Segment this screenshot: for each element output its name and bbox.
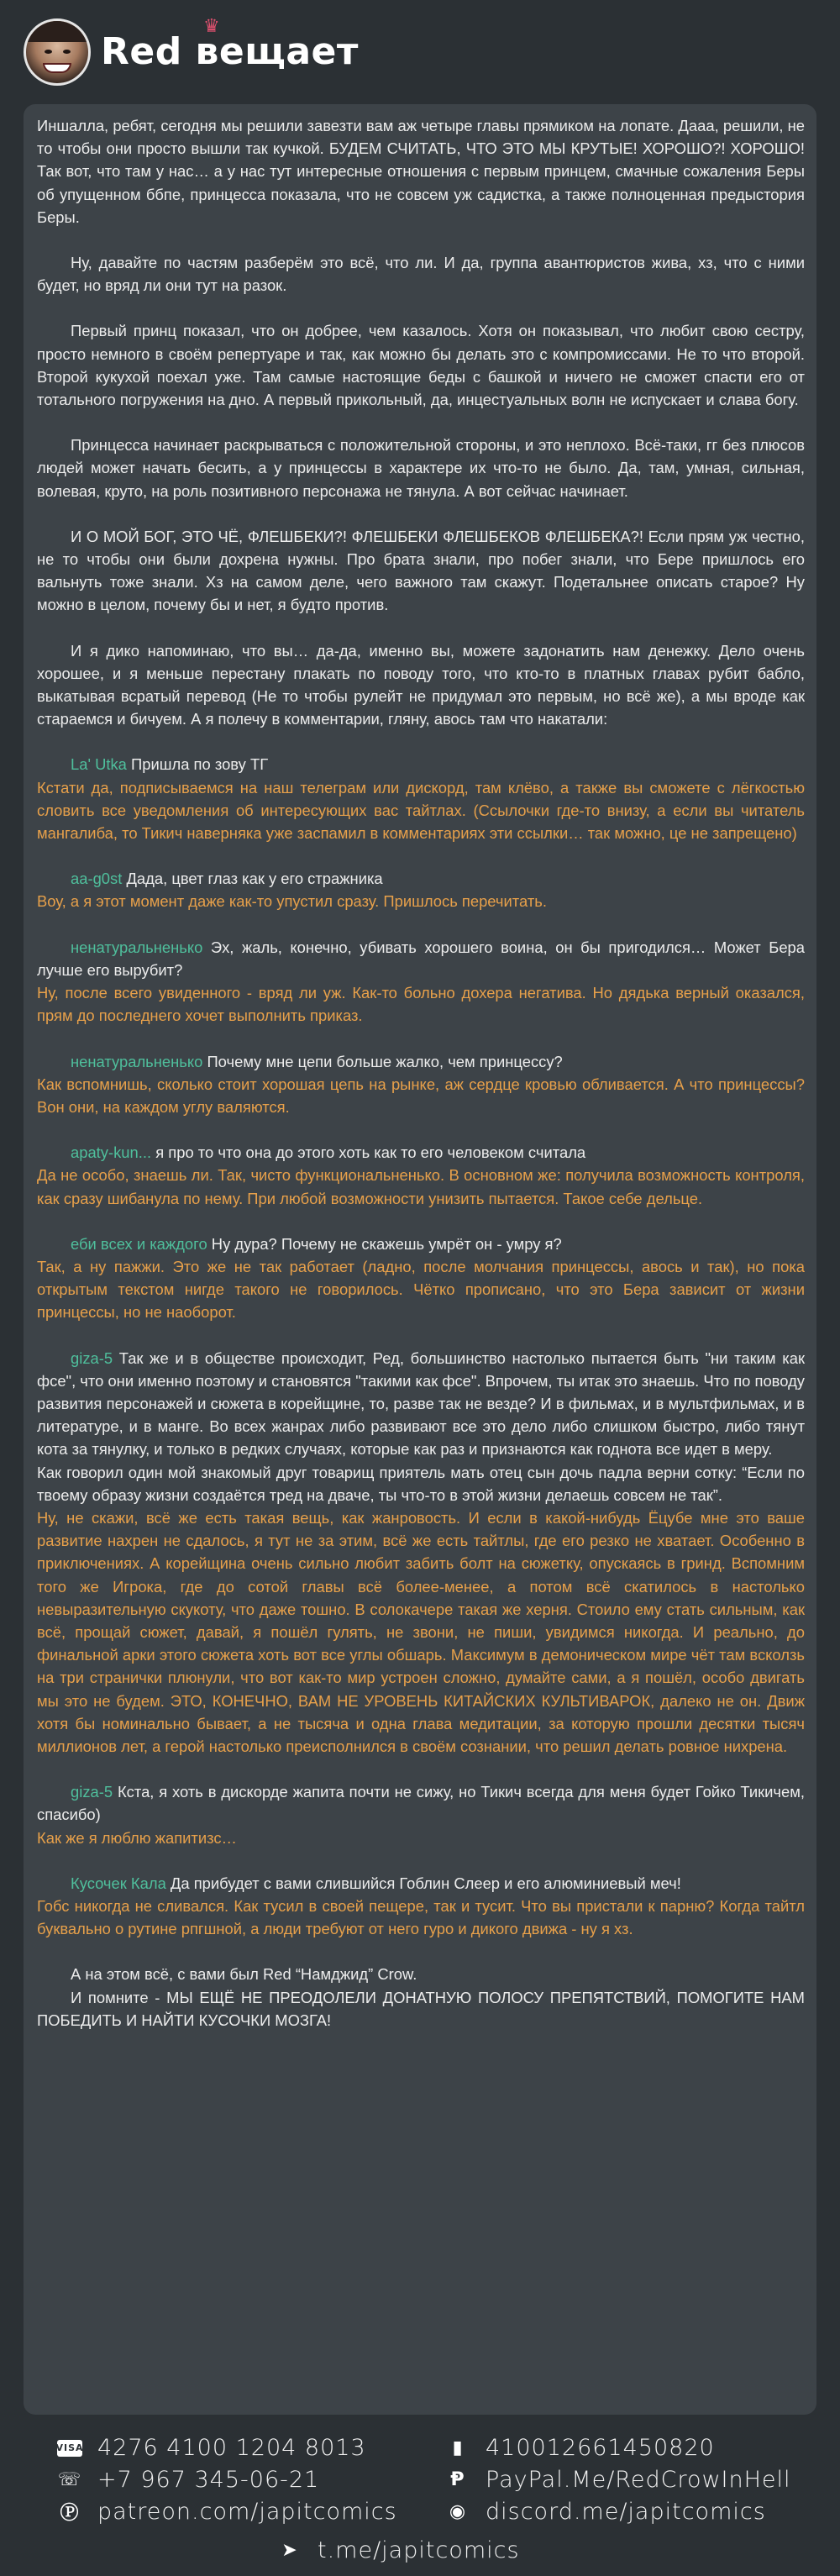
post-paragraph: Иншалла, ребят, сегодня мы решили завезти вам аж четыре главы прямиком на лопате. Дааа, решили, не то чтобы они просто вышли так кучкой. БУДЕМ СЧИТАТЬ, ЧТО ЭТО МЫ КРУТЫЕ! ХОРОШО?! ХОРОШО! Так вот, что там у нас… а у нас тут интересные отношения с первым принцем, смачные сожаления Беры об упущенном ббпе, принцесса показала, что не совсем уж садистка, а также полноценная предыстория Беры. xyxy=(37,117,805,226)
yoomoney-number: 410012661450820 xyxy=(486,2435,715,2461)
comment-user[interactable]: ненатуральненько xyxy=(71,938,203,956)
post-paragraph: Ну, давайте по частям разберём это всё, что ли. И да, группа авантюристов жива, хз, что с ними будет, но вряд ли они тут на разок. xyxy=(37,254,805,295)
post-paragraph: Первый принц показал, что он добрее, чем казалось. Хотя он показывал, что любит свою сестру, просто немного в своём репертуаре и так, как можно бы делать это с компромиссами. Не то что второй. Второй кукухой поехал уже. Там самые настоящие беды с башкой и ничего не сможет спасти его от тотального погружения на дно. А первый прикольный, да, инцестуальных волн не испускает и слава богу. xyxy=(37,322,805,409)
visa-number: 4276 4100 1204 8013 xyxy=(97,2435,366,2461)
comment-user[interactable]: Кусочек Кала xyxy=(71,1874,166,1892)
comment-block xyxy=(37,1872,805,1941)
comment-user[interactable]: apaty-kun... xyxy=(71,1143,152,1162)
comment-text: Эх, жаль, конечно, убивать хорошего воина, он бы пригодился… Может Бера лучше его вырубит? xyxy=(37,938,805,979)
author-avatar xyxy=(24,18,91,86)
comment-text: Да прибудет с вами слившийся Гоблин Слеер и его алюминиевый меч! xyxy=(165,1874,681,1892)
comment-reply: Да не особо, знаешь ли. Так, чисто функциональненько. В основном же: получила возможность контроля, как сразу шибанула по нему. При любой возможности унизить пытается. Такое себе дельце. xyxy=(37,1166,805,1207)
post-card xyxy=(24,104,816,2415)
comment-block xyxy=(37,1050,805,1119)
discord-link[interactable] xyxy=(445,2499,766,2525)
comment-text: Почему мне цепи больше жалко, чем принцессу? xyxy=(202,1052,563,1070)
telegram-icon: ➤ xyxy=(281,2540,298,2561)
patreon-link[interactable] xyxy=(57,2499,397,2525)
comment-reply: Ну, после всего увиденного - вряд ли уж. Как-то больно дохера негатива. Но дядька верный оказался, прям до последнего хочет выполнить приказ. xyxy=(37,984,805,1025)
post-paragraph: Принцесса начинает раскрываться с положительной стороны, и это неплохо. Всё-таки, гг без плюсов людей может начать бесить, а у принцессы в характере их что-то не было. Да, там, умная, сильная, волевая, круто, на роль позитивного персонажа не тянула. А вот сейчас начинает. xyxy=(37,436,805,500)
yoomoney-link[interactable] xyxy=(445,2435,715,2461)
patreon-url: patreon.com/japitcomics xyxy=(97,2499,397,2525)
crown-icon: ♛ xyxy=(203,15,220,36)
comment-reply: Ну, не скажи, всё же есть такая вещь, как жанровость. И если в какой-нибудь Ёцубе мне это ваше развитие нахрен не сдалось, я тут не за этим, всё же есть тайтлы, где его резко не хватает. Особенно в приключениях. А корейщина очень сильно любит забить болт на сюжетку, опускаясь в гринд. Вспомним того же Игрока, где до сотой главы всё более-менее, а потом всё скатилось в настолько невыразительную скукоту, что даже тошно. В солокачере такая же херня. Стоило ему стать сильным, как всё, прощай сюжет, давай, я пошёл гулять, не звони, не пиши, увидимся никогда. И реально, до финальной арки этого сюжета хоть вот все углы обшарь. Максимум в демоническом мире чёт там всколзь на три странички плюнули, что вот как-то мир устроен сложно, думайте сами, а я пошёл, особо двигать мы это не будем. ЭТО, КОНЕЧНО, ВАМ НЕ УРОВЕНЬ КИТАЙСКИХ КУЛЬТИВАРОК, далеко не он. Движ хотя бы номинально бывает, а не тысяча и одна глава медитации, за которую прошли десятки тысяч миллионов лет, а герой настолько преисполнился в своём сознании, что решил делать ровное нихрена. xyxy=(37,1508,805,1755)
comment-reply: Воу, а я этот момент даже как-то упустил сразу. Пришлось перечитать. xyxy=(37,892,547,911)
comment-reply: Как же я люблю жапитизс… xyxy=(37,1828,237,1847)
comment-block xyxy=(37,1233,805,1324)
wallet-icon: ▮ xyxy=(452,2437,464,2458)
comment-block xyxy=(37,936,805,1028)
phone-number: +7 967 345-06-21 xyxy=(97,2467,320,2493)
outro-text: И помните - МЫ ЕЩЁ НЕ ПРЕОДОЛЕЛИ ДОНАТНУЮ ПОЛОСУ ПРЕПЯТСТВИЙ, ПОМОГИТЕ НАМ ПОБЕДИТЬ И НАЙТИ КУСОЧКИ МОЗГА! xyxy=(37,1988,805,2029)
discord-icon: ◉ xyxy=(449,2501,467,2522)
comment-block xyxy=(37,1141,805,1210)
telegram-url: t.me/japitcomics xyxy=(318,2537,520,2563)
comment-user[interactable]: giza-5 xyxy=(71,1783,113,1801)
outro-text: А на этом всё, с вами был Red “Намджид” Crow. xyxy=(71,1965,417,1984)
comment-user[interactable]: еби всех и каждого xyxy=(71,1234,207,1253)
comment-block xyxy=(37,753,805,844)
post-paragraph: И О МОЙ БОГ, ЭТО ЧЁ, ФЛЕШБЕКИ?! ФЛЕШБЕКИ ФЛЕШБЕКОВ ФЛЕШБЕКА?! Если прям уж честно, не то чтобы они были дохрена нужны. Про брата знали, про побег знали, что Бере пришлось его вальнуть тоже знали. Хз на самом деле, чего важного там скажут. Подетальнее описать старое? Ну можно в целом, почему бы и нет, я будто против. xyxy=(37,527,805,614)
comment-text: Так же и в обществе происходит, Ред, большинство настолько пытается быть "ни таким как фсе", что они именно поэтому и становятся "такими как фсе". Впрочем, ты итак это знаешь. Что по поводу развития персонажей и сюжета в корейщине, то, разве так не везде? И в фильмах, и в мультфильмах, и в литературе, и в манге. Во всех жанрах либо развивают все это дело либо слишком быстро, либо тянут кота за тянулку, и только в редких случаях, которые как раз и признаются как годнота все идет в меру. xyxy=(37,1348,805,1459)
comment-user[interactable]: aa-g0st xyxy=(71,870,123,888)
comment-text: Ну дура? Почему не скажешь умрёт он - умру я? xyxy=(207,1234,562,1253)
phone-icon: ☏ xyxy=(57,2469,82,2490)
discord-url: discord.me/japitcomics xyxy=(486,2499,766,2525)
visa-card[interactable] xyxy=(57,2435,366,2461)
paypal-link[interactable] xyxy=(445,2467,791,2493)
paypal-url: PayPal.Me/RedCrowInHell xyxy=(486,2467,791,2493)
paypal-icon: Ᵽ xyxy=(450,2469,465,2490)
comment-user[interactable]: giza-5 xyxy=(71,1348,113,1367)
telegram-link[interactable] xyxy=(277,2537,520,2563)
footer xyxy=(0,2425,840,2576)
header xyxy=(0,0,840,101)
post-paragraph: И я дико напоминаю, что вы… да-да, именно вы, можете задонатить нам денежку. Дело очень хорошее, и я меньше перестану плакать по поводу того, что кто-то в платных главах рубит бабло, выкатывая всратый перевод (Не то чтобы рулейт не придумал это первым, но всё же), а мы вроде как стараемся и бичуем. А я полечу в комментарии, гляну, авось там что накатали: xyxy=(37,641,805,728)
visa-icon: VISA xyxy=(57,2440,82,2457)
comment-block xyxy=(37,1347,805,1759)
comment-user[interactable]: La' Utka xyxy=(71,755,127,774)
comment-reply: Гобс никогда не сливался. Как тусил в своей пещере, так и тусит. Что вы пристали к парню? Когда тайтл буквально о рутине рпгшной, а люди требуют от него гуро и дикого движа - ну я хз. xyxy=(37,1897,805,1938)
patreon-icon: Ⓟ xyxy=(60,2503,80,2524)
comment-text: Кста, я хоть в дискорде жапита почти не сижу, но Тикич всегда для меня будет Гойко Тикичем, спасибо) xyxy=(37,1783,805,1824)
comment-reply: Как вспомнишь, сколько стоит хорошая цепь на рынке, аж сердце кровью обливается. А что принцессы? Вон они, на каждом углу валяются. xyxy=(37,1075,805,1116)
comment-text: Как говорил один мой знакомый друг товарищ приятель мать отец сын дочь падла верни сотку: “Если по твоему образу жизни создаётся тред на дваче, ты что-то в этой жизни делаешь совсем не так”. xyxy=(37,1463,805,1504)
comment-user[interactable]: ненатуральненько xyxy=(71,1052,203,1070)
comment-text: я про то что она до этого хоть как то его человеком считала xyxy=(151,1143,586,1162)
comment-block xyxy=(37,867,805,912)
comment-block xyxy=(37,1780,805,1849)
comment-text: Пришла по зову ТГ xyxy=(126,755,269,774)
phone-link[interactable] xyxy=(57,2467,319,2493)
comment-reply: Так, а ну пажжи. Это же не так работает (ладно, после молчания принцессы, авось и так), но пока открытым текстом нигде такого не говорилось. Чётко прописано, что это Бера зависит от жизни принцессы, но не наоборот. xyxy=(37,1257,805,1322)
comment-reply: Кстати да, подписываемся на наш телеграм или дискорд, там клёво, а также вы сможете с лёгкостью словить все уведомления об интересующих вас тайтлах. (Ссылочки где-то внизу, а если вы читатель мангалиба, то Тикич наверняка уже заспамил в комментариях эти ссылки… так можно, це не запрещено) xyxy=(37,778,805,843)
page-title: Red вещает xyxy=(101,30,359,73)
comment-text: Дада, цвет глаз как у его стражника xyxy=(122,870,383,888)
